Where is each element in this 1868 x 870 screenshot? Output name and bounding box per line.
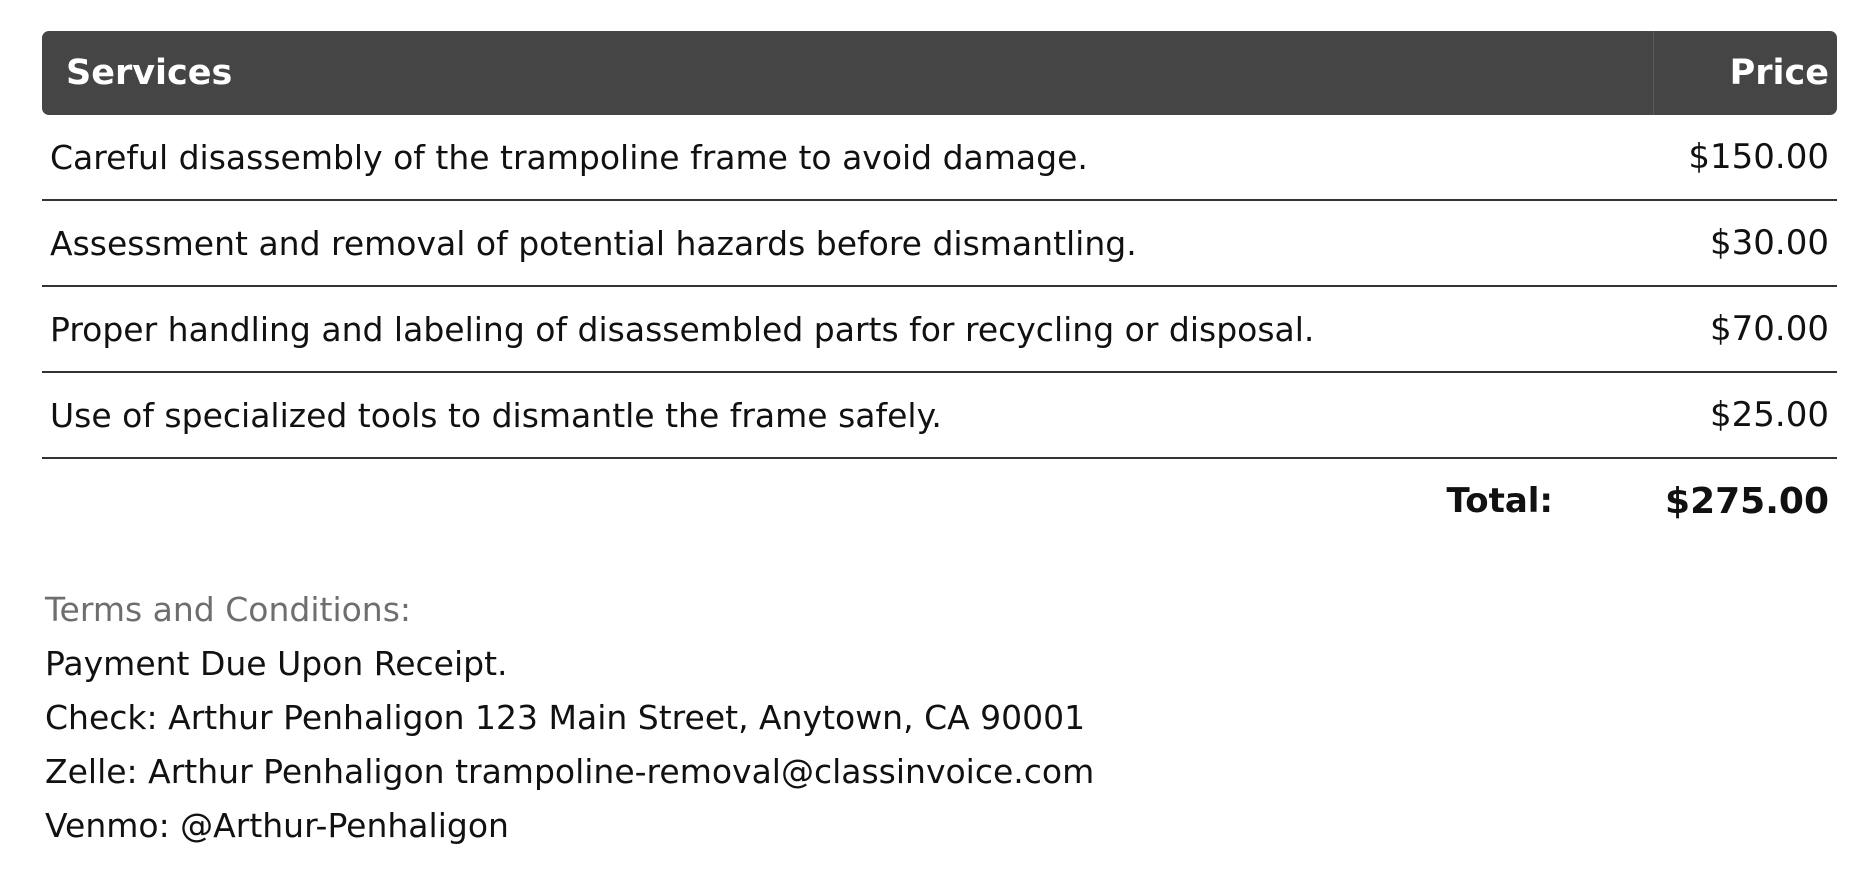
terms-section: [45, 583, 1094, 853]
service-price: $150.00: [1688, 137, 1829, 177]
total-value: $275.00: [1665, 480, 1829, 522]
terms-title: Terms and Conditions:: [45, 590, 412, 629]
table-header: [42, 31, 1837, 115]
service-description: Proper handling and labeling of disassembled parts for recycling or disposal.: [50, 309, 1315, 349]
terms-venmo-info: Venmo: @Arthur-Penhaligon: [45, 806, 509, 845]
total-label: Total:: [1446, 481, 1554, 521]
table-row: [42, 287, 1837, 373]
table-row: [42, 201, 1837, 287]
price-column-header: Price: [1653, 31, 1837, 115]
terms-check-info: Check: Arthur Penhaligon 123 Main Street, Anytown, CA 90001: [45, 698, 1086, 737]
service-description: Careful disassembly of the trampoline frame to avoid damage.: [50, 137, 1088, 177]
service-description: Use of specialized tools to dismantle the frame safely.: [50, 395, 942, 435]
table-row: [42, 115, 1837, 201]
services-column-header: Services: [66, 53, 233, 93]
services-table: [42, 31, 1837, 543]
service-description: Assessment and removal of potential hazards before dismantling.: [50, 223, 1137, 263]
terms-payment-due: Payment Due Upon Receipt.: [45, 644, 508, 683]
terms-zelle-info: Zelle: Arthur Penhaligon trampoline-removal@classinvoice.com: [45, 752, 1095, 791]
service-price: $70.00: [1710, 309, 1829, 349]
service-price: $25.00: [1710, 395, 1829, 435]
service-price: $30.00: [1710, 223, 1829, 263]
total-row: [42, 459, 1837, 543]
table-row: [42, 373, 1837, 459]
